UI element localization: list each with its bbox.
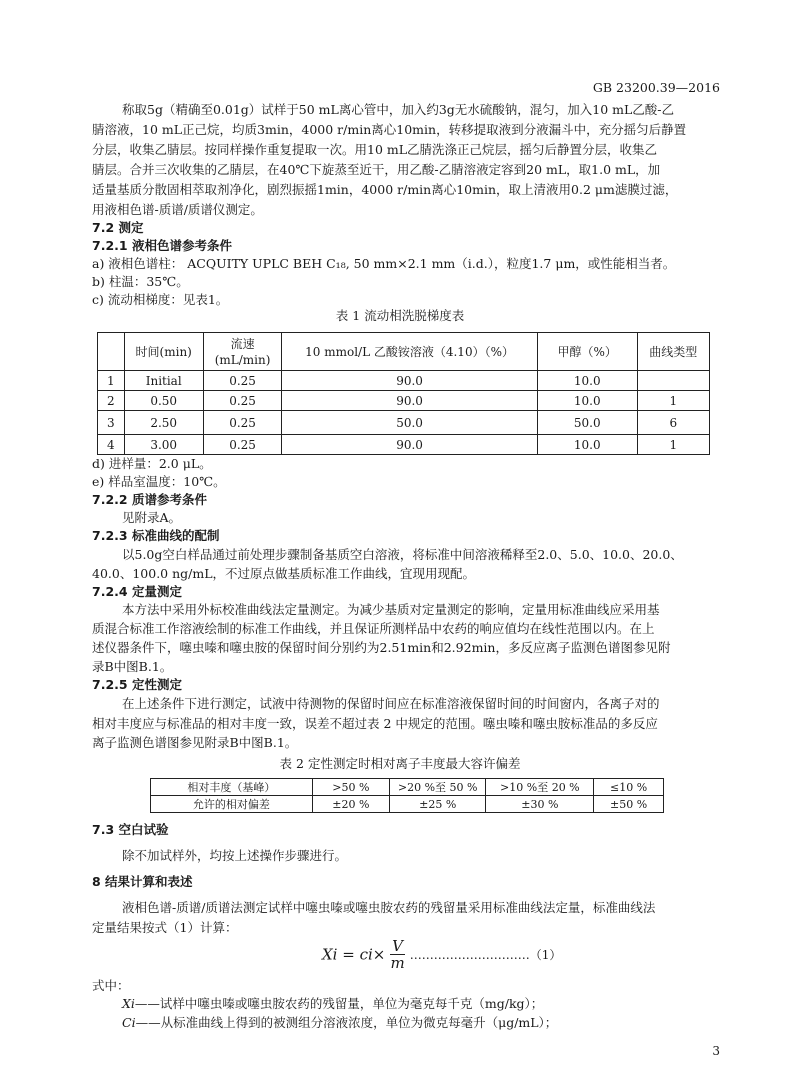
section-7-3-heading: 7.3 空白试验 <box>92 822 169 837</box>
extraction-line-2: 腈溶液，10 mL正己烷，均质3min，4000 r/min离心10min，转移提取液到分液漏斗中，充分摇匀后静置 <box>92 122 687 137</box>
formula-numerator: V <box>392 937 403 955</box>
table-row: 1 Initial 0.25 90.0 10.0 <box>98 371 710 391</box>
table-row: 相对丰度（基峰） >50 % >20 %至 50 % >10 %至 20 % ≤10 % <box>151 779 664 796</box>
gradient-table <box>97 332 710 455</box>
section-7-2-1-heading: 7.2.1 液相色谱参考条件 <box>92 238 232 253</box>
formula-1 <box>322 938 561 971</box>
header-methanol: 甲醇（%） <box>537 333 637 371</box>
section-7-2-3-heading: 7.2.3 标准曲线的配制 <box>92 528 220 543</box>
header-flow: 流速 (mL/min) <box>203 333 281 371</box>
formula-lhs: Xi = ci× <box>322 945 386 964</box>
quant-line-2: 质混合标准工作溶液绘制的标准工作曲线，并且保证所测样品中农药的响应值均在线性范围以内。在上 <box>92 621 655 636</box>
condition-b: b) 柱温：35℃。 <box>92 274 189 289</box>
table-1-caption: 表 1 流动相洗脱梯度表 <box>335 308 465 323</box>
definition-ci: Ci——从标准曲线上得到的被测组分溶液浓度，单位为微克每毫升（μg/mL）； <box>122 1015 558 1030</box>
qual-line-3: 离子监测色谱图参见附录B中图B.1。 <box>92 735 298 750</box>
quant-line-4: 录B中图B.1。 <box>92 659 173 674</box>
table-header-row <box>98 333 710 371</box>
header-index <box>98 333 125 371</box>
results-line-1: 液相色谱-质谱/质谱法测定试样中噻虫嗪或噻虫胺农药的残留量采用标准曲线法定量，标准曲线法 <box>122 900 656 915</box>
calibration-line-1: 以5.0g空白样品通过前处理步骤制备基质空白溶液，将标准中间溶液稀释至2.0、5.0、10.0、20.0、 <box>122 547 683 562</box>
formula-number: …………………………（1） <box>409 948 562 962</box>
standard-number: GB 23200.39—2016 <box>592 80 720 95</box>
quant-line-1: 本方法中采用外标校准曲线法定量测定。为减少基质对定量测定的影响，定量用标准曲线应采用基 <box>122 602 660 617</box>
table-row: 3 2.50 0.25 50.0 50.0 6 <box>98 411 710 435</box>
header-time: 时间(min) <box>124 333 203 371</box>
extraction-line-5: 适量基质分散固相萃取剂净化，剧烈振摇1min，4000 r/min离心10min，取上清液用0.2 μm滤膜过滤， <box>92 182 678 197</box>
ion-abundance-table <box>150 778 664 813</box>
condition-e: e) 样品室温度：10℃。 <box>92 474 226 489</box>
table-2-caption: 表 2 定性测定时相对离子丰度最大容许偏差 <box>279 756 521 771</box>
qual-line-1: 在上述条件下进行测定，试液中待测物的保留时间应在标准溶液保留时间的时间窗内，各离子对的 <box>122 696 660 711</box>
table-row: 2 0.50 0.25 90.0 10.0 1 <box>98 391 710 411</box>
section-7-2-5-heading: 7.2.5 定性测定 <box>92 677 182 692</box>
blank-test-text: 除不加试样外，均按上述操作步骤进行。 <box>122 848 348 863</box>
header-ammonium-acetate: 10 mmol/L 乙酸铵溶液（4.10）（%） <box>282 333 538 371</box>
section-7-2-2-heading: 7.2.2 质谱参考条件 <box>92 492 207 507</box>
condition-c: c) 流动相梯度：见表1。 <box>92 292 229 307</box>
formula-fraction <box>390 938 405 971</box>
calibration-line-2: 40.0、100.0 ng/mL，不过原点做基质标准工作曲线，宜现用现配。 <box>92 566 476 581</box>
results-line-2: 定量结果按式（1）计算： <box>92 920 238 935</box>
formula-denominator: m <box>390 954 405 972</box>
ms-conditions-text: 见附录A。 <box>122 510 182 525</box>
page-number: 3 <box>712 1044 720 1058</box>
condition-a: a) 液相色谱柱： ACQUITY UPLC BEH C₁₈, 50 mm×2.1 mm（i.d.），粒度1.7 μm，或性能相当者。 <box>92 256 676 271</box>
table-row: 4 3.00 0.25 90.0 10.0 1 <box>98 435 710 455</box>
where-label: 式中： <box>92 978 130 993</box>
section-8-heading: 8 结果计算和表述 <box>92 874 193 889</box>
extraction-line-3: 分层，收集乙腈层。按同样操作重复提取一次。用10 mL乙腈洗涤正己烷层，摇匀后静置分层，收集乙 <box>92 142 658 157</box>
extraction-line-4: 腈层。合并三次收集的乙腈层，在40℃下旋蒸至近干，用乙酸-乙腈溶液定容到20 mL，取1.0 mL，加 <box>92 162 661 177</box>
quant-line-3: 述仪器条件下，噻虫嗪和噻虫胺的保留时间分别约为2.51min和2.92min，多反应离子监测色谱图参见附 <box>92 640 671 655</box>
definition-xi: Xi——试样中噻虫嗪或噻虫胺农药的残留量，单位为毫克每千克（mg/kg）； <box>122 996 544 1011</box>
header-curve-type: 曲线类型 <box>637 333 709 371</box>
section-7-2-heading: 7.2 测定 <box>92 220 144 235</box>
section-7-2-4-heading: 7.2.4 定量测定 <box>92 584 182 599</box>
extraction-line-1: 称取5g（精确至0.01g）试样于50 mL离心管中，加入约3g无水硫酸钠，混匀，加入10 mL乙酸-乙 <box>122 102 675 117</box>
table-row: 允许的相对偏差 ±20 % ±25 % ±30 % ±50 % <box>151 796 664 813</box>
condition-d: d) 进样量：2.0 μL。 <box>92 456 212 471</box>
qual-line-2: 相对丰度应与标准品的相对丰度一致，误差不超过表 2 中规定的范围。噻虫嗪和噻虫胺标准品的多反应 <box>92 716 658 731</box>
extraction-line-6: 用液相色谱-质谱/质谱仪测定。 <box>92 202 263 217</box>
